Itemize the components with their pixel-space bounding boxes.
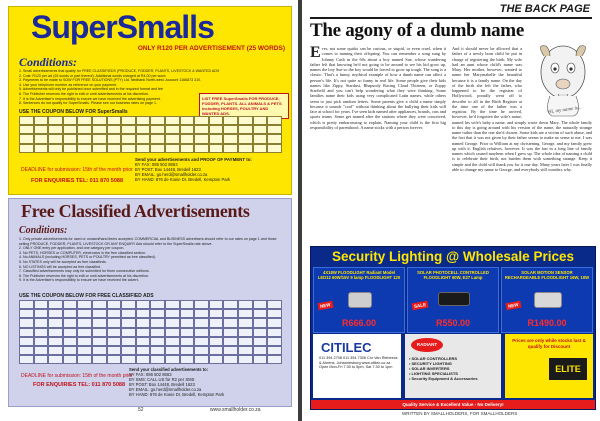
coupon-cell[interactable]: [107, 300, 122, 309]
coupon-cell[interactable]: [136, 134, 151, 143]
coupon-cell[interactable]: [209, 337, 224, 346]
coupon-cell[interactable]: [267, 328, 282, 337]
service-item: • SECURITY LIGHTING: [409, 361, 452, 366]
coupon-cell[interactable]: [223, 318, 238, 327]
coupon-cell[interactable]: [77, 328, 92, 337]
right-page: [302, 0, 600, 421]
coupon-cell[interactable]: [63, 346, 78, 355]
coupon-cell[interactable]: [19, 346, 34, 355]
supersmalls-subtitle: ONLY R120 PER ADVERTISEMENT (25 WORDS): [137, 45, 285, 52]
coupon-cell[interactable]: [48, 116, 63, 125]
coupon-cell[interactable]: [19, 134, 34, 143]
coupon-cell[interactable]: [107, 309, 122, 318]
send-line: BY POST: Box 14448, Bredell 1623: [135, 167, 201, 172]
coupon-cell[interactable]: [223, 346, 238, 355]
coupon-cell[interactable]: [180, 300, 195, 309]
coupon-cell[interactable]: [150, 328, 165, 337]
coupon-cell[interactable]: [150, 355, 165, 364]
coupon-cell[interactable]: [121, 144, 136, 153]
coupon-cell[interactable]: [150, 309, 165, 318]
coupon-cell[interactable]: [77, 300, 92, 309]
coupon-cell[interactable]: [19, 300, 34, 309]
send-line: BY POST: Box 14448, Bredell 1623: [129, 382, 195, 387]
left-page: [0, 0, 298, 421]
coupon-cell[interactable]: [92, 134, 107, 143]
coupon-cell[interactable]: [34, 318, 49, 327]
section-rule: [310, 17, 592, 19]
coupon-cell[interactable]: [165, 116, 180, 125]
coupon-cell[interactable]: [121, 328, 136, 337]
coupon-cell[interactable]: [77, 125, 92, 134]
coupon-cell[interactable]: [92, 309, 107, 318]
ad-panel-floodlight[interactable]: [313, 267, 405, 333]
citilec-block[interactable]: [313, 334, 401, 398]
coupon-cell[interactable]: [107, 328, 122, 337]
coupon-cell[interactable]: [136, 337, 151, 346]
coupon-cell[interactable]: [194, 300, 209, 309]
coupon-cell[interactable]: [209, 346, 224, 355]
coupon-cell[interactable]: [107, 116, 122, 125]
coupon-cell[interactable]: [34, 125, 49, 134]
coupon-cell[interactable]: [253, 318, 268, 327]
coupon-cell[interactable]: [19, 309, 34, 318]
coupon-cell[interactable]: [180, 318, 195, 327]
coupon-cell[interactable]: [121, 309, 136, 318]
coupon-cell[interactable]: [267, 318, 282, 327]
security-ad-footer: Quality Service & Excellent Value - No Delivery!: [311, 400, 595, 409]
coupon-cell[interactable]: [238, 346, 253, 355]
coupon-cell[interactable]: [180, 355, 195, 364]
ad-panel-badge: SALE: [412, 301, 429, 311]
coupon-cell[interactable]: [223, 309, 238, 318]
coupon-cell[interactable]: [136, 309, 151, 318]
coupon-cell[interactable]: [136, 346, 151, 355]
rule: 8. Sentences do not qualify for SuperSmalls. Please see our business rates on page 1.: [19, 101, 158, 106]
elite-block: [505, 334, 593, 398]
ad-panel-title: 4X18W FLOODLIGHT Radiant Model LED12 60W/15V 9 lamp FLOODLIGHT 120: [317, 270, 401, 280]
coupon-cell[interactable]: [267, 355, 282, 364]
coupon-cell[interactable]: [209, 355, 224, 364]
coupon-cell[interactable]: [209, 309, 224, 318]
send-line: BY EMAIL: go.herd@smallholder.co.za: [129, 387, 202, 392]
rule: 5. Advertisements will only be published once submitted and in the required format and fee: [19, 87, 164, 92]
services-list: [409, 356, 478, 381]
coupon-cell[interactable]: [34, 300, 49, 309]
rule: 6. The Publisher reserves the right to edit or omit advertisements at his discretion.: [19, 91, 149, 96]
coupon-cell[interactable]: [223, 337, 238, 346]
coupon-cell[interactable]: [194, 134, 209, 143]
coupon-cell[interactable]: [34, 144, 49, 153]
coupon-cell[interactable]: [165, 328, 180, 337]
goat-caption: Hi, my name is...: [547, 105, 582, 116]
radiant-block: [405, 334, 501, 398]
coupon-cell[interactable]: [267, 300, 282, 309]
rule: 9. It is the Advertiser's responsibility to ensure we have received the advert.: [19, 278, 139, 283]
elite-logo: ELITE: [549, 358, 587, 380]
coupon-cell[interactable]: [194, 144, 209, 153]
coupon-cell[interactable]: [92, 328, 107, 337]
coupon-cell[interactable]: [136, 144, 151, 153]
ad-panel-badge: NEW: [506, 301, 521, 310]
coupon-cell[interactable]: [77, 318, 92, 327]
coupon-cell[interactable]: [63, 355, 78, 364]
send-line: BY FAX: 086 502 8663: [135, 162, 178, 167]
coupon-cell[interactable]: [194, 328, 209, 337]
coupon-cell[interactable]: [63, 309, 78, 318]
coupon-cell[interactable]: [19, 125, 34, 134]
coupon-cell[interactable]: [180, 337, 195, 346]
supersmalls-box: [8, 6, 292, 195]
coupon-cell[interactable]: [238, 318, 253, 327]
free-classified-rules: [19, 237, 287, 283]
supersmalls-send-block: [135, 157, 285, 182]
coupon-cell[interactable]: [165, 300, 180, 309]
send-heading: Send your advertisements and PROOF OF PAYMENT to:: [135, 157, 252, 162]
coupon-cell[interactable]: [209, 144, 224, 153]
coupon-cell[interactable]: [253, 337, 268, 346]
drop-cap: E: [310, 46, 321, 61]
coupon-cell[interactable]: [238, 300, 253, 309]
supersmalls-use-coupon: USE THE COUPON BELOW FOR SuperSmalls: [19, 109, 128, 115]
coupon-cell[interactable]: [165, 346, 180, 355]
coupon-cell[interactable]: [209, 318, 224, 327]
coupon-cell[interactable]: [194, 318, 209, 327]
coupon-cell[interactable]: [194, 116, 209, 125]
service-item: • Security Equipment & Accessories: [409, 376, 478, 381]
coupon-cell[interactable]: [267, 144, 282, 153]
coupon-cell[interactable]: [136, 328, 151, 337]
coupon-cell[interactable]: [48, 318, 63, 327]
coupon-cell[interactable]: [180, 116, 195, 125]
coupon-cell[interactable]: [267, 309, 282, 318]
coupon-cell[interactable]: [34, 116, 49, 125]
coupon-cell[interactable]: [194, 309, 209, 318]
coupon-cell[interactable]: [107, 337, 122, 346]
coupon-cell[interactable]: [19, 144, 34, 153]
coupon-cell[interactable]: [77, 116, 92, 125]
ad-panel-price: R666.00: [341, 318, 377, 328]
coupon-cell[interactable]: [180, 328, 195, 337]
floodlight-icon: [348, 292, 372, 308]
coupon-cell[interactable]: [19, 355, 34, 364]
coupon-cell[interactable]: [107, 346, 122, 355]
coupon-cell[interactable]: [223, 125, 238, 134]
coupon-cell[interactable]: [209, 134, 224, 143]
service-item: • SOLAR INVERTERS: [409, 366, 450, 371]
coupon-cell[interactable]: [194, 125, 209, 134]
section-label: THE BACK PAGE: [499, 3, 590, 15]
article-headline: The agony of a dumb name: [310, 20, 524, 41]
coupon-cell[interactable]: [165, 125, 180, 134]
website-link[interactable]: www.smallholder.co.za: [210, 407, 261, 413]
coupon-cell[interactable]: [238, 125, 253, 134]
coupon-cell[interactable]: [136, 355, 151, 364]
ad-panel-title: SOLAR PHOTOCELL CONTROLLED FLOODLIGHT 60W, E27 Lamp: [417, 270, 489, 280]
coupon-cell[interactable]: [150, 346, 165, 355]
coupon-cell[interactable]: [48, 300, 63, 309]
coupon-cell[interactable]: [150, 300, 165, 309]
coupon-cell[interactable]: [107, 125, 122, 134]
coupon-cell[interactable]: [194, 355, 209, 364]
coupon-cell[interactable]: [253, 355, 268, 364]
coupon-cell[interactable]: [194, 337, 209, 346]
coupon-cell[interactable]: [180, 309, 195, 318]
coupon-cell[interactable]: [267, 337, 282, 346]
coupon-cell[interactable]: [77, 337, 92, 346]
coupon-cell[interactable]: [63, 144, 78, 153]
rule: 1. Small advertisements that qualify for FREE CLASSIFIEDS (PRODUCE, FODDER, PLANTS, LIVESTOCK & WANTED ADS: [19, 69, 220, 73]
coupon-cell[interactable]: [19, 337, 34, 346]
coupon-cell[interactable]: [121, 346, 136, 355]
coupon-cell[interactable]: [107, 318, 122, 327]
coupon-cell[interactable]: [107, 134, 122, 143]
coupon-cell[interactable]: [223, 300, 238, 309]
coupon-cell[interactable]: [92, 337, 107, 346]
coupon-cell[interactable]: [121, 116, 136, 125]
rule: 5. No STATES only will be accepted as free classifieds.: [19, 259, 107, 264]
supersmalls-promo: LIST FREE SuperSmalls FOR PRODUCE, FODDER, PLANTS. ALL ANIMALS & PETS including HORSES, POULTRY AND WANTED ADS.: [199, 93, 289, 119]
article-column-1-text: ver, not some quirks can be curious, or stupid, or even cruel, when it comes to naming their offspring. You can remember a song sung by Johnny Cash in the 60s about a boy named Sue, whose wandering father felt that knowing he'd not going to be around to see his kid grow up, names the boy Sue so the boy would be forced to grow up tough. The song is a classic. That's a funny, mythical example of how a dumb name can affect a person's life. It's not quite so funny in real life. Some people give their kids names like Zippy, Stardust, Rhapsody Racing Cloud Thirteen, or Zoppy Starfield and you can't help wondering what they were thinking. Some families name their kids using very complicated Latin names, while others seem to just pick random letters. Some parents give a child a name simply because it sounds "cool" without thinking about the bullying their kids will face at school for years. I've seen kids named after appliances, brands, cars and sports teams. Some get named after the stations where they were conceived, which is pretty embarrassing to explain. Naming your child is the first big responsibility of parenthood. A name sticks with a person forever.: [310, 46, 446, 130]
coupon-cell[interactable]: [267, 116, 282, 125]
security-lighting-ad[interactable]: [310, 246, 596, 410]
coupon-cell[interactable]: [180, 144, 195, 153]
coupon-cell[interactable]: [48, 355, 63, 364]
coupon-cell[interactable]: [34, 328, 49, 337]
ad-panel-price: R1490.00: [527, 318, 567, 328]
coupon-cell[interactable]: [209, 300, 224, 309]
coupon-cell[interactable]: [34, 134, 49, 143]
coupon-cell[interactable]: [77, 346, 92, 355]
supersmalls-enquiries: FOR ENQUIRIES TEL: 011 870 5088: [31, 178, 124, 184]
coupon-cell[interactable]: [238, 144, 253, 153]
coupon-cell[interactable]: [48, 328, 63, 337]
rule: 8. The Publisher reserves the right to edit or omit advertisements at his discretion.: [19, 273, 149, 278]
coupon-cell[interactable]: [165, 144, 180, 153]
supersmalls-deadline: DEADLINE for submission: 15th of the month prior: [21, 167, 133, 173]
coupon-cell[interactable]: [238, 337, 253, 346]
ad-panel-price: R550.00: [435, 318, 471, 328]
coupon-cell[interactable]: [48, 346, 63, 355]
coupon-cell[interactable]: [121, 337, 136, 346]
rule: 2. ONLY ONE entry per application, and one category per coupon.: [19, 246, 125, 251]
coupon-cell[interactable]: [63, 318, 78, 327]
rule: 7. It is the Advertiser's responsibility to ensure we have received the advertising payment.: [19, 96, 161, 101]
citilec-details: 011 394 2708 011 394 7306 Cnr Van Riebeeck & Ahrens, Johannesburg www.citilec.co.za Open Mon-Fri 7.30 to 5pm, Sat 7.30 to 1pm: [319, 356, 398, 370]
free-classified-send-block: [129, 367, 281, 397]
coupon-cell[interactable]: [150, 318, 165, 327]
solar-panel-icon: [438, 292, 470, 306]
supersmalls-coupon-grid[interactable]: [19, 116, 283, 154]
coupon-cell[interactable]: [253, 328, 268, 337]
rule: 2. Cost: R120 per ad (25 words or part thereof). Additional words charged at R4,00 per word.: [19, 73, 167, 78]
coupon-cell[interactable]: [136, 116, 151, 125]
ad-panel-photocell[interactable]: [407, 267, 499, 333]
prices-note: Prices are only while stocks last & qualify for Discount: [512, 338, 586, 349]
coupon-cell[interactable]: [267, 346, 282, 355]
free-classified-coupon-grid[interactable]: [19, 300, 283, 364]
coupon-cell[interactable]: [165, 337, 180, 346]
coupon-cell[interactable]: [253, 300, 268, 309]
coupon-cell[interactable]: [121, 355, 136, 364]
coupon-cell[interactable]: [223, 355, 238, 364]
rule: 7. Classified advertisements may only be submitted for three consecutive editions.: [19, 269, 150, 274]
coupon-cell[interactable]: [150, 125, 165, 134]
radiant-logo: RADIANT: [411, 338, 443, 352]
coupon-cell[interactable]: [223, 328, 238, 337]
coupon-cell[interactable]: [19, 328, 34, 337]
coupon-cell[interactable]: [223, 134, 238, 143]
page-footer: WRITTEN BY SMALLHOLDERS, FOR SMALLHOLDERS: [402, 411, 518, 416]
free-classified-title: Free Classified Advertisements: [21, 201, 250, 221]
security-ad-title: Security Lighting @ Wholesale Prices: [332, 249, 574, 264]
coupon-cell[interactable]: [238, 309, 253, 318]
coupon-cell[interactable]: [63, 134, 78, 143]
free-classified-box: [8, 198, 292, 407]
coupon-cell[interactable]: [48, 144, 63, 153]
coupon-cell[interactable]: [238, 328, 253, 337]
coupon-cell[interactable]: [63, 125, 78, 134]
coupon-cell[interactable]: [92, 355, 107, 364]
free-classified-deadline: DEADLINE for submission: 15th of the month prior: [21, 373, 133, 379]
coupon-cell[interactable]: [48, 134, 63, 143]
coupon-cell[interactable]: [34, 309, 49, 318]
coupon-cell[interactable]: [63, 116, 78, 125]
coupon-cell[interactable]: [92, 300, 107, 309]
coupon-cell[interactable]: [165, 318, 180, 327]
citilec-logo: CITILEC: [321, 340, 372, 355]
ad-panel-badge: NEW: [318, 301, 333, 310]
service-item: • SOLAR CONTROLLERS: [409, 356, 458, 361]
page-number: 52: [138, 407, 144, 413]
send-line: BY HAND: 876 de Koeie Dr, Bredell, Kempton Park: [135, 177, 231, 182]
coupon-cell[interactable]: [253, 309, 268, 318]
coupon-cell[interactable]: [121, 300, 136, 309]
coupon-cell[interactable]: [77, 144, 92, 153]
coupon-cell[interactable]: [136, 318, 151, 327]
rule: 4. Use your telephone number as reference on your payment.: [19, 82, 118, 87]
coupon-cell[interactable]: [121, 134, 136, 143]
coupon-cell[interactable]: [34, 355, 49, 364]
coupon-cell[interactable]: [165, 134, 180, 143]
coupon-cell[interactable]: [63, 337, 78, 346]
coupon-cell[interactable]: [92, 318, 107, 327]
coupon-cell[interactable]: [34, 337, 49, 346]
coupon-cell[interactable]: [267, 125, 282, 134]
supersmalls-title: SuperSmalls: [31, 9, 214, 45]
coupon-cell[interactable]: [92, 144, 107, 153]
supersmalls-conditions-heading: Conditions:: [19, 55, 78, 69]
coupon-cell[interactable]: [34, 346, 49, 355]
coupon-cell[interactable]: [92, 346, 107, 355]
article-column-2-text: And it should never be allowed that a father of a newly born child be put in charge of registering the birth. My wife had an aunt whose child's name was Mary. Her mother, however, wanted to name her Marymabelle the beautiful because it is a family name. On the day of the birth she left the father, who happened to be the registrar of Hollywood, proudly went off to describe to all in the Birth Register at the time one of the father was a registrar. By the time he arrived, however, he'd forgotten the wife's name, named his wife's baby a name, and simply wrote down Mary. The whole family to this day is going around with his version of the name, the naturally strange name rather than the one she'd chosen. Some kids are a victim of such abuse, and the fact that it was not given by their father seems to make no sense to me. I was named George. Prior to William at my christening. George, and my family grew up with it. English relatives, however. It was the last in a long line of family names which caused mayhem when I grew up. The whole idea of naming a child is to celebrate their birth, not burden them with something strange. Keep it simple and the child will thank you for it one day. Many years later I was finally able to change my name to George, and everybody still wonders why.: [452, 46, 592, 172]
send-line: BY SMS: CALL US for R2 per SMS: [129, 377, 195, 382]
coupon-cell[interactable]: [253, 125, 268, 134]
rule: 3. Payments to be made to SOW FOR FREE SOLUTIONS (PTY) Ltd, Nedbank North-west. Account 1166873 310.: [19, 78, 202, 83]
coupon-cell[interactable]: [209, 125, 224, 134]
coupon-cell[interactable]: [209, 116, 224, 125]
send-line: BY FAX: 086 502 8663: [129, 372, 172, 377]
rule: 3. No PETS, HORSES or COMPUTER, electronics in the free classified section.: [19, 250, 147, 255]
free-classified-enquiries: FOR ENQUIRIES TEL: 011 870 5088: [33, 382, 126, 388]
coupon-cell[interactable]: [194, 346, 209, 355]
coupon-cell[interactable]: [150, 134, 165, 143]
coupon-cell[interactable]: [238, 134, 253, 143]
ad-panel-title: SOLAR MOTION SENSOR RECHARGEABLE FLOODLIGHT 16W, 10W: [504, 270, 590, 280]
coupon-cell[interactable]: [223, 116, 238, 125]
send-line: BY EMAIL: go.herd@smallholder.co.za: [135, 172, 208, 177]
coupon-cell[interactable]: [19, 116, 34, 125]
coupon-cell[interactable]: [180, 125, 195, 134]
service-item: • LIGHTING SPECIALISTS: [409, 371, 458, 376]
rule: 4. No ANIMALS (including HORSES, PETS or POULTRY permitted as free classified).: [19, 255, 156, 260]
coupon-cell[interactable]: [253, 144, 268, 153]
coupon-cell[interactable]: [92, 116, 107, 125]
coupon-cell[interactable]: [48, 125, 63, 134]
coupon-cell[interactable]: [63, 300, 78, 309]
rule: 1. Only private advertisements for used or unused/hand items accepted. COMMERCIAL and BUSINESS advertisers should refer to our rates on page 1 and those selling PRODUCE, FODDER, PLANTS, LIVESTOCK OR ANY ENQUIRY Ads should refer to the SuperSmalls rate above.: [19, 237, 277, 246]
coupon-cell[interactable]: [121, 125, 136, 134]
coupon-cell[interactable]: [238, 116, 253, 125]
free-classified-conditions-heading: Conditions:: [19, 225, 68, 236]
coupon-cell[interactable]: [253, 346, 268, 355]
coupon-cell[interactable]: [77, 134, 92, 143]
rule: 6. NO LISTINGS will be accepted as free classified.: [19, 264, 102, 269]
coupon-cell[interactable]: [165, 309, 180, 318]
goat-illustration: [530, 42, 596, 118]
coupon-cell[interactable]: [136, 125, 151, 134]
coupon-cell[interactable]: [107, 144, 122, 153]
ad-panel-motion-sensor[interactable]: [501, 267, 593, 333]
coupon-cell[interactable]: [107, 355, 122, 364]
coupon-cell[interactable]: [223, 144, 238, 153]
coupon-cell[interactable]: [48, 309, 63, 318]
send-line: BY HAND: 876 de Koeie Dr, Bredell, Kempton Park: [129, 392, 225, 397]
coupon-cell[interactable]: [136, 300, 151, 309]
coupon-cell[interactable]: [150, 144, 165, 153]
coupon-cell[interactable]: [121, 318, 136, 327]
sensor-light-icon: [534, 292, 562, 308]
coupon-cell[interactable]: [253, 116, 268, 125]
coupon-cell[interactable]: [63, 328, 78, 337]
coupon-cell[interactable]: [48, 337, 63, 346]
coupon-cell[interactable]: [180, 346, 195, 355]
coupon-cell[interactable]: [180, 134, 195, 143]
coupon-cell[interactable]: [253, 134, 268, 143]
coupon-cell[interactable]: [267, 134, 282, 143]
coupon-cell[interactable]: [238, 355, 253, 364]
coupon-cell[interactable]: [165, 355, 180, 364]
coupon-cell[interactable]: [77, 355, 92, 364]
free-classified-use-coupon: USE THE COUPON BELOW FOR FREE CLASSIFIED ADS: [19, 293, 154, 299]
send-heading: Send your classified advertisements to:: [129, 367, 209, 372]
coupon-cell[interactable]: [77, 309, 92, 318]
coupon-cell[interactable]: [19, 318, 34, 327]
coupon-cell[interactable]: [92, 125, 107, 134]
coupon-cell[interactable]: [150, 116, 165, 125]
coupon-cell[interactable]: [209, 328, 224, 337]
article-column-1: [310, 46, 446, 236]
coupon-cell[interactable]: [150, 337, 165, 346]
